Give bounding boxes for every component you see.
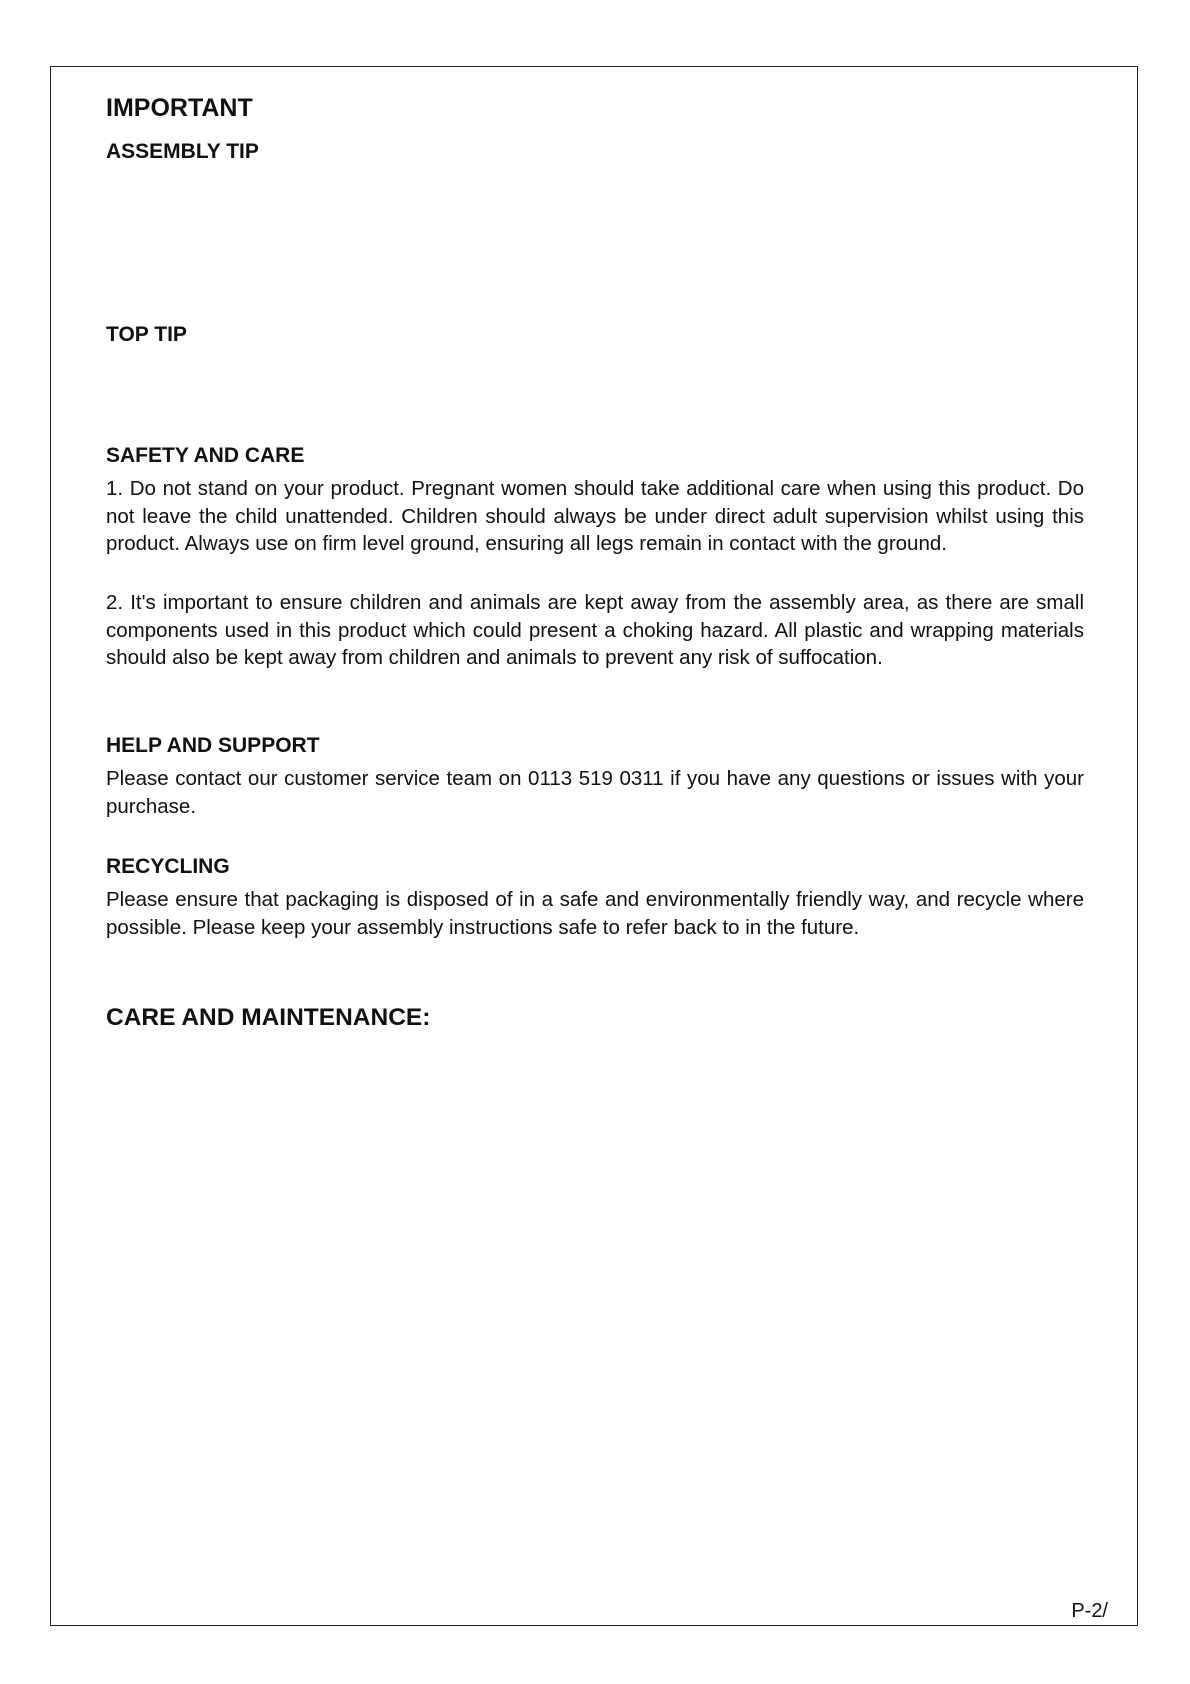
recycling-heading: RECYCLING: [106, 855, 230, 878]
care-and-maintenance-heading: CARE AND MAINTENANCE:: [106, 1004, 431, 1031]
safety-paragraph-2: 2. It's important to ensure children and animals are kept away from the assembly area, as there are small components used in this product which could present a choking hazard. All plastic and wrapping materials should also be kept away from children and animals to prevent any risk of suffocation.: [106, 591, 1084, 669]
recycling-text: Please ensure that packaging is disposed of in a safe and environmentally friendly way, and recycle where possible. Please keep your assembly instructions safe to refer back to in the future.: [106, 888, 1084, 939]
page-title: IMPORTANT: [106, 94, 253, 122]
page-number: P-2/: [1071, 1600, 1108, 1622]
top-tip-heading: TOP TIP: [106, 323, 187, 346]
safety-paragraph-1: 1. Do not stand on your product. Pregnant women should take additional care when using this product. Do not leave the child unattended. Children should always be under direct adult supervision whilst using this product. Always use on firm level ground, ensuring all legs remain in contact with the ground.: [106, 477, 1084, 555]
assembly-tip-heading: ASSEMBLY TIP: [106, 140, 259, 163]
help-and-support-text: Please contact our customer service team on 0113 519 0311 if you have any questions or issues with your purchase.: [106, 767, 1084, 818]
page-border: [50, 66, 1138, 1626]
help-and-support-heading: HELP AND SUPPORT: [106, 734, 320, 757]
safety-and-care-heading: SAFETY AND CARE: [106, 444, 305, 467]
